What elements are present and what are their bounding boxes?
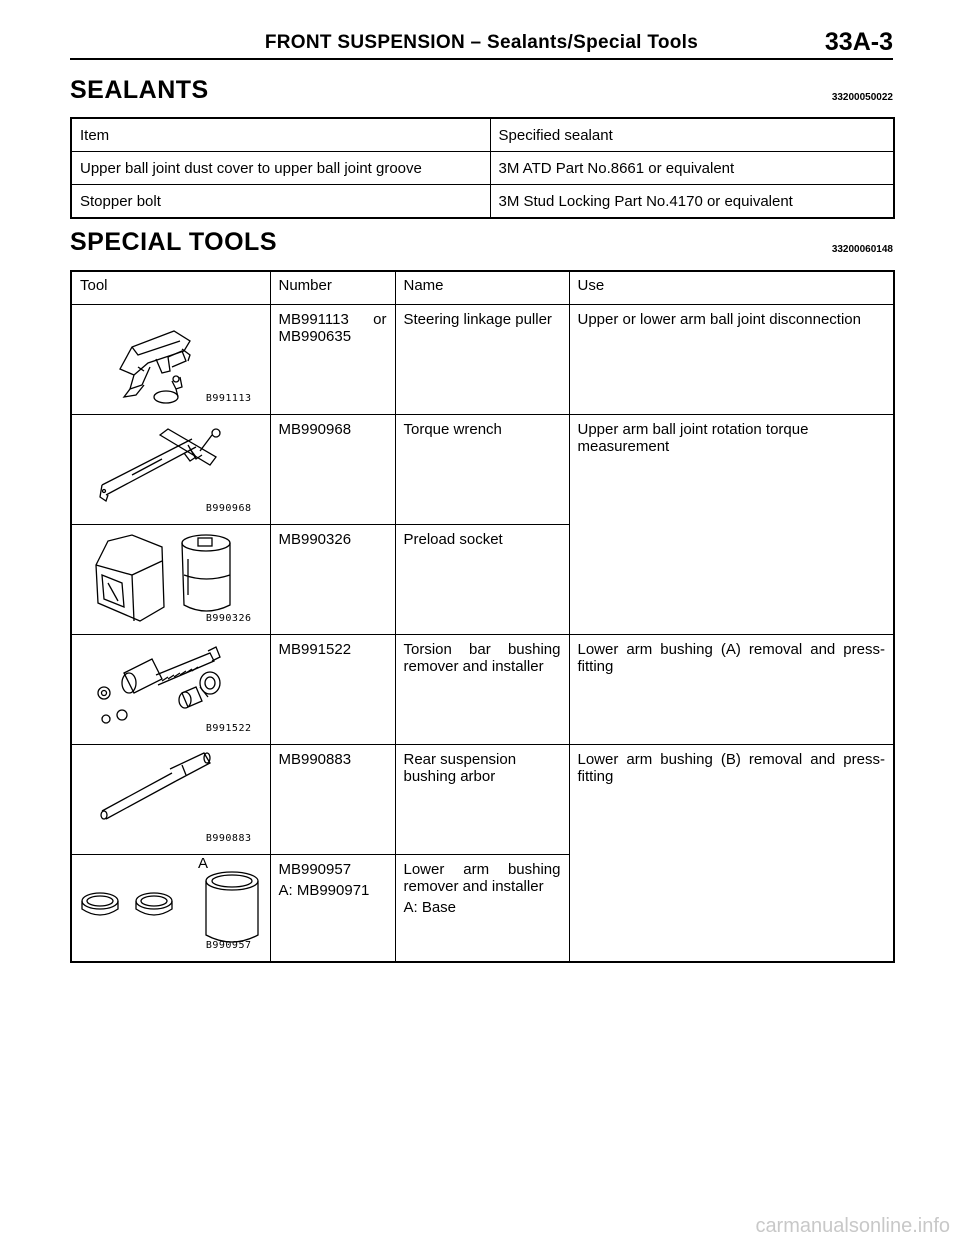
table-row [71,745,894,855]
table-cell: 3M ATD Part No.8661 or equivalent [490,152,894,185]
table-cell: Stopper bolt [71,185,490,219]
special-tools-table [70,270,895,963]
tool-name: Rear suspension bushing arbor [395,745,569,855]
tool-number-sub: A: MB990971 [278,882,370,899]
sealants-heading: SEALANTS [70,76,209,104]
tool-name: Torque wrench [395,415,569,525]
tool-illustration [71,745,270,855]
tool-use: Upper arm ball joint rotation torque measurement [569,415,894,635]
header-title: FRONT SUSPENSION – Sealants/Special Tools [264,32,699,53]
tool-name-sub: A: Base [403,899,457,916]
tool-use: Lower arm bushing (A) removal and press-fitting [569,635,894,745]
sealants-code: 33200050022 [831,92,893,103]
column-header: Specified sealant [490,118,894,152]
tool-name [395,855,569,963]
table-row [71,635,894,745]
tool-illustration [71,305,270,415]
watermark: carmanualsonline.info [755,1215,950,1237]
column-header: Use [569,271,894,305]
column-header: Item [71,118,490,152]
tool-illustration [71,855,270,963]
illustration-code: B991522 [205,723,252,734]
tool-number: MB991522 [270,635,395,745]
table-row [71,415,894,525]
table-row [71,305,894,415]
tool-number [270,855,395,963]
column-header: Name [395,271,569,305]
illustration-code: B990883 [205,833,252,844]
tool-illustration [71,415,270,525]
table-header-row [71,118,894,152]
table-cell: 3M Stud Locking Part No.4170 or equivalent [490,185,894,219]
tool-number: MB991113 or MB990635 [270,305,395,415]
page-header [70,30,893,60]
tool-number: MB990326 [270,525,395,635]
illustration-code: B990957 [205,940,252,951]
page-number: 33A-3 [824,28,893,56]
illustration-code: B991113 [205,393,252,404]
tool-illustration [71,635,270,745]
column-header: Number [270,271,395,305]
tool-illustration [71,525,270,635]
tool-name-main: Lower arm bushing remover and installer [403,861,561,895]
table-cell: Upper ball joint dust cover to upper ball joint groove [71,152,490,185]
illustration-code: B990326 [205,613,252,624]
special-tools-heading: SPECIAL TOOLS [70,228,278,256]
tool-number-main: MB990957 [278,861,352,878]
sealants-table [70,117,895,219]
tool-use: Upper or lower arm ball joint disconnection [569,305,894,415]
table-row [71,185,894,219]
column-header: Tool [71,271,270,305]
tool-name: Steering linkage puller [395,305,569,415]
tool-number: MB990883 [270,745,395,855]
special-tools-code: 33200060148 [831,244,893,255]
table-row [71,152,894,185]
table-header-row [71,271,894,305]
illustration-label: A [198,855,209,872]
tool-number: MB990968 [270,415,395,525]
illustration-code: B990968 [205,503,252,514]
tool-name: Preload socket [395,525,569,635]
tool-name: Torsion bar bushing remover and installer [395,635,569,745]
tool-use: Lower arm bushing (B) removal and press-fitting [569,745,894,963]
